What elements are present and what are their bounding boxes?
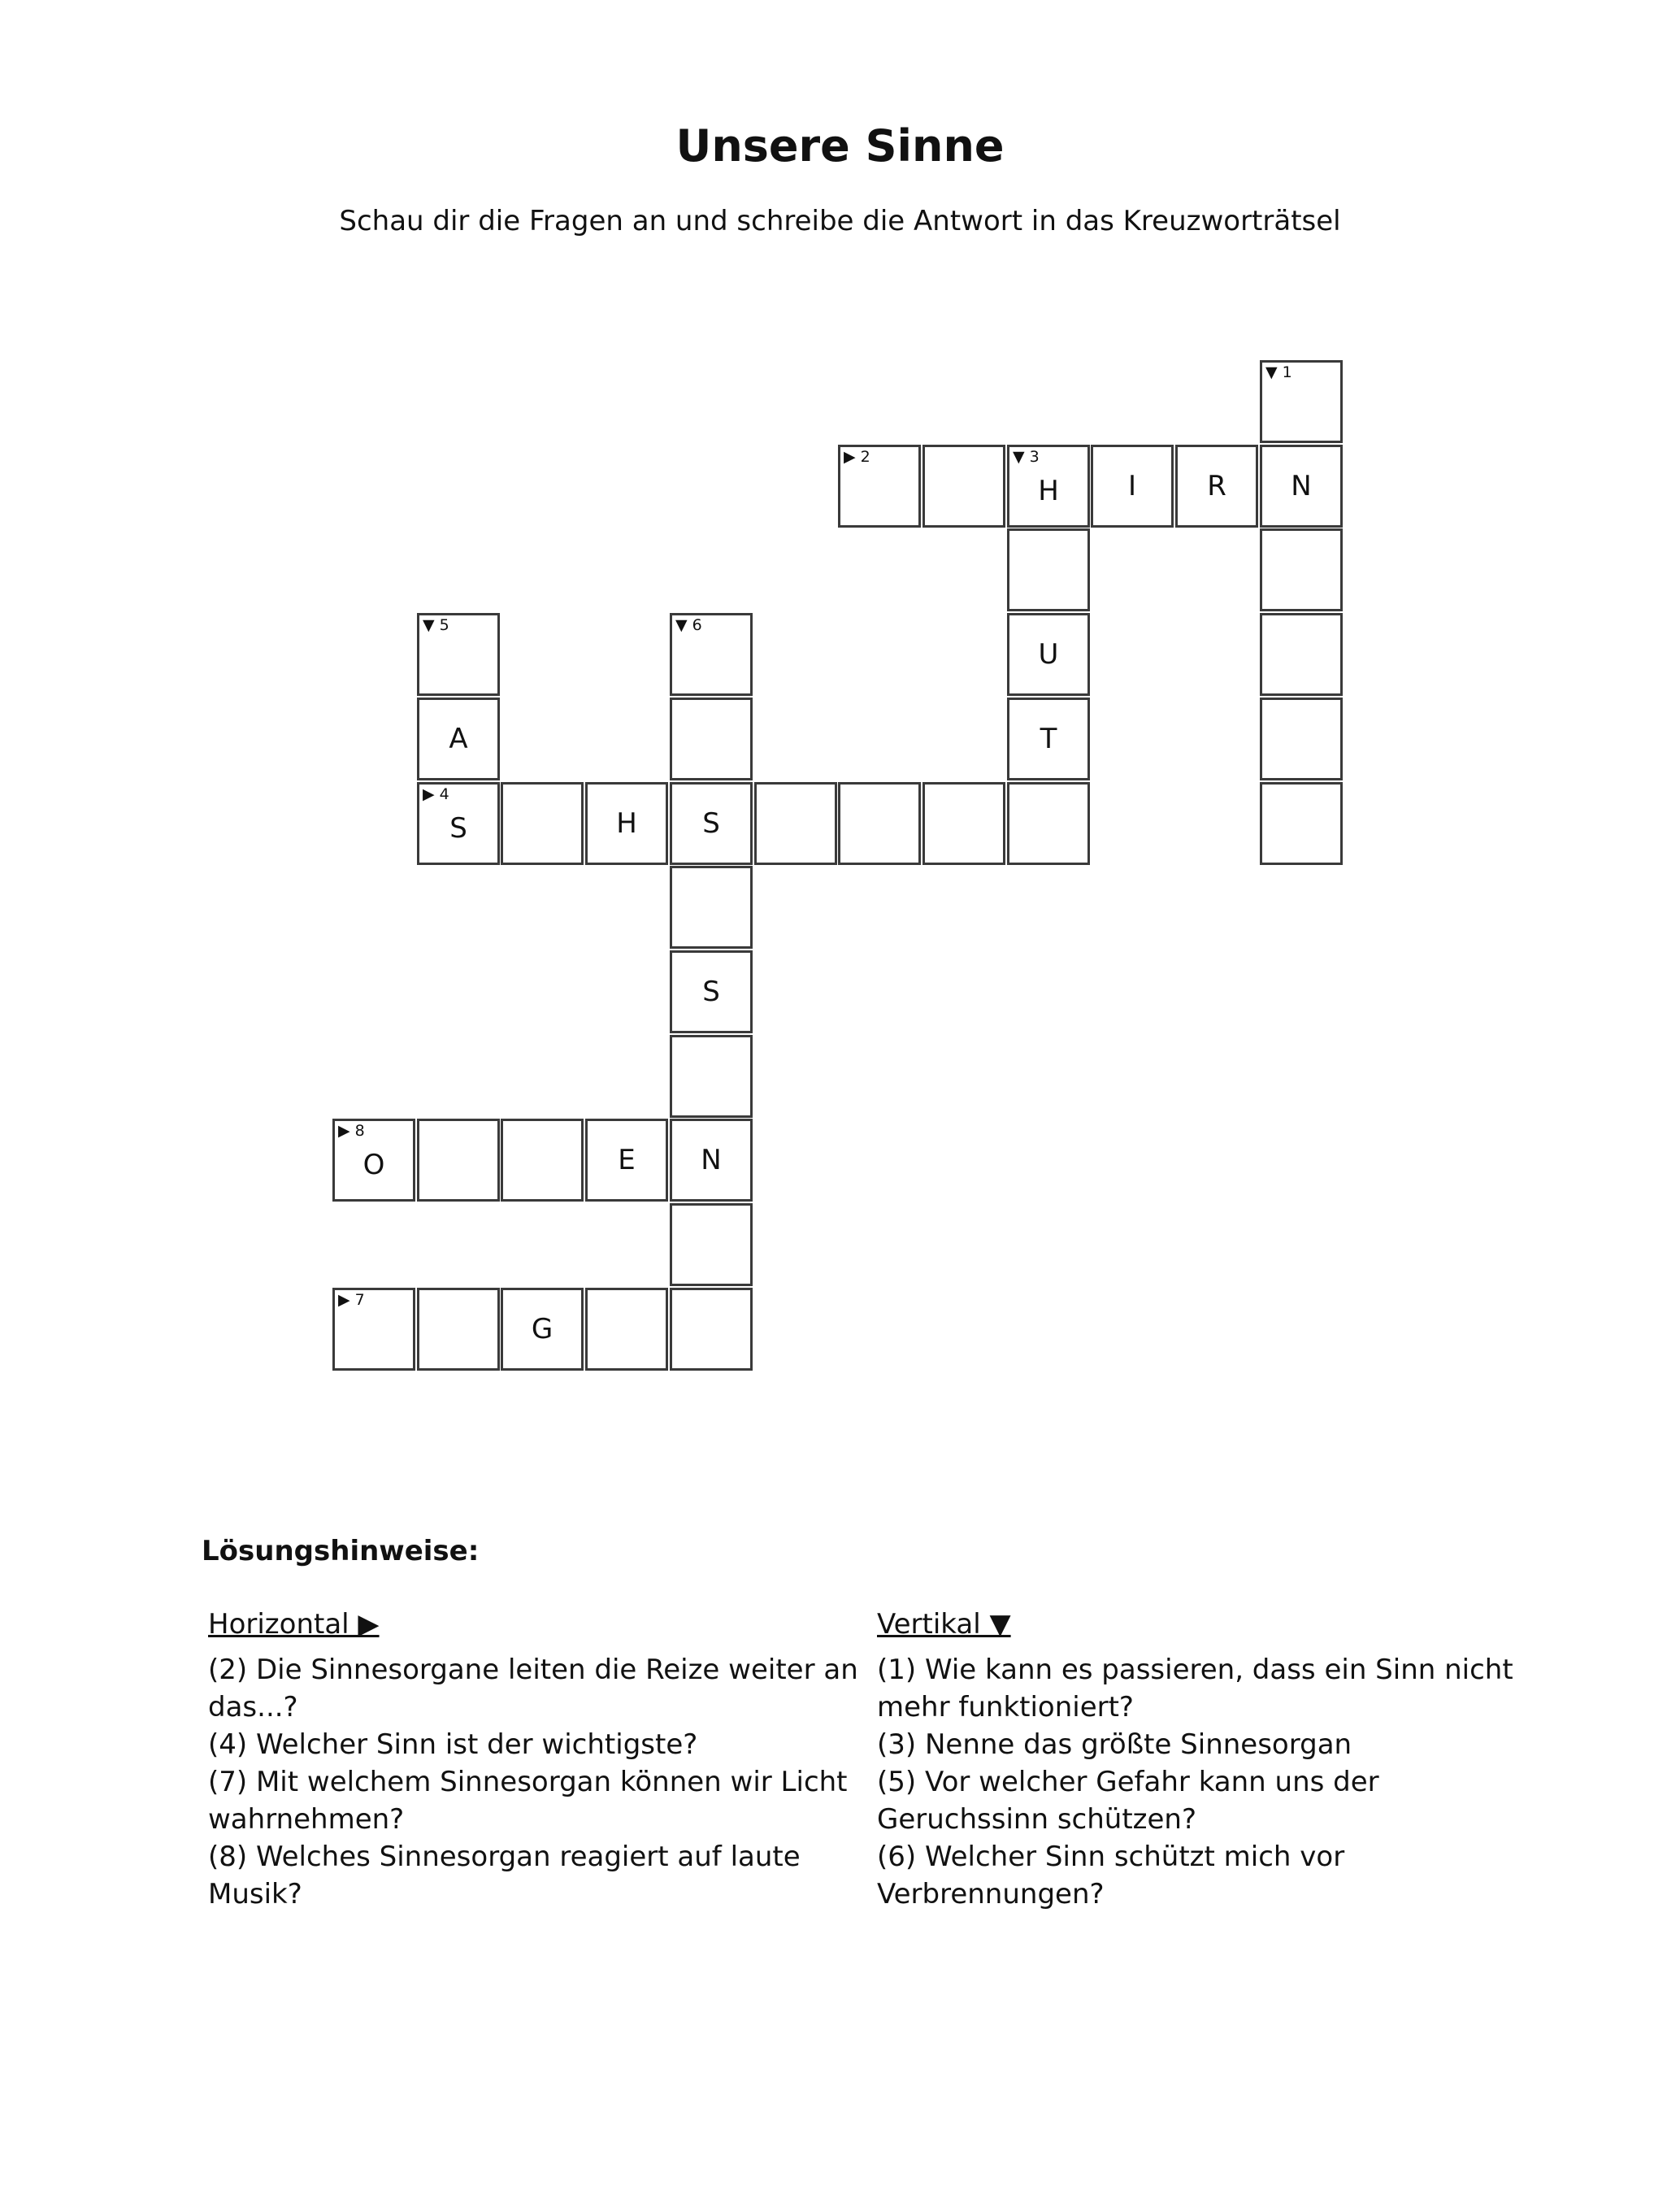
cell-letter: S bbox=[449, 811, 467, 845]
crossword-cell[interactable] bbox=[417, 613, 500, 696]
crossword-cell[interactable] bbox=[1007, 698, 1090, 780]
crossword-cell[interactable] bbox=[670, 782, 753, 865]
crossword-cell[interactable] bbox=[417, 1119, 500, 1202]
crossword-cell[interactable] bbox=[1007, 613, 1090, 696]
cell-letter: N bbox=[701, 1144, 722, 1176]
cell-letter: I bbox=[1127, 470, 1137, 502]
clue-horizontal-2: (2) Die Sinnesorgane leiten die Reize weiter an das...? bbox=[208, 1654, 858, 1723]
crossword-cell[interactable] bbox=[585, 1288, 668, 1371]
crossword-cell[interactable] bbox=[585, 1119, 668, 1202]
clue-vertical-1: (1) Wie kann es passieren, dass ein Sinn nicht mehr funktioniert? bbox=[877, 1654, 1513, 1723]
cell-letter: G bbox=[531, 1313, 553, 1345]
crossword-cell[interactable] bbox=[670, 866, 753, 949]
crossword-cell[interactable] bbox=[501, 782, 584, 865]
crossword-cell[interactable] bbox=[417, 1288, 500, 1371]
cell-letter: T bbox=[1040, 723, 1057, 755]
crossword-cell[interactable] bbox=[1260, 613, 1343, 696]
crossword-cell[interactable] bbox=[1091, 445, 1174, 528]
crossword-cell[interactable] bbox=[417, 698, 500, 780]
crossword-cell[interactable] bbox=[670, 950, 753, 1033]
clue-number-marker: ▼ 6 bbox=[675, 616, 702, 634]
crossword-cell[interactable] bbox=[670, 698, 753, 780]
crossword-cell[interactable] bbox=[501, 1288, 584, 1371]
crossword-cell[interactable] bbox=[332, 1288, 415, 1371]
cell-letter: S bbox=[702, 976, 720, 1008]
crossword-cell[interactable] bbox=[1260, 782, 1343, 865]
cell-letter: E bbox=[618, 1144, 636, 1176]
clue-number-marker: ▼ 3 bbox=[1013, 448, 1040, 466]
hints-title: Lösungshinweise: bbox=[202, 1535, 480, 1567]
clue-vertical-5: (5) Vor welcher Gefahr kann uns der Geruchssinn schützen? bbox=[877, 1766, 1379, 1836]
crossword-cell[interactable] bbox=[754, 782, 837, 865]
vertical-clues bbox=[877, 1606, 1552, 1913]
clue-number-marker: ▼ 5 bbox=[423, 616, 449, 634]
clue-number-marker: ▶ 4 bbox=[423, 785, 449, 803]
crossword-cell[interactable] bbox=[670, 613, 753, 696]
crossword-cell[interactable] bbox=[1007, 445, 1090, 528]
horizontal-heading: Horizontal ▶ bbox=[208, 1608, 380, 1641]
crossword-cell[interactable] bbox=[1007, 782, 1090, 865]
crossword-cell[interactable] bbox=[1175, 445, 1258, 528]
crossword-cell[interactable] bbox=[670, 1119, 753, 1202]
crossword-cell[interactable] bbox=[838, 782, 921, 865]
clue-number-marker: ▼ 1 bbox=[1265, 363, 1292, 381]
crossword-cell[interactable] bbox=[838, 445, 921, 528]
cell-letter: U bbox=[1038, 638, 1059, 671]
clue-horizontal-7: (7) Mit welchem Sinnesorgan können wir Licht wahrnehmen? bbox=[208, 1766, 848, 1836]
cell-letter: A bbox=[449, 723, 468, 755]
clue-horizontal-8: (8) Welches Sinnesorgan reagiert auf laute Musik? bbox=[208, 1841, 801, 1910]
crossword-cell[interactable] bbox=[1260, 445, 1343, 528]
cell-letter: R bbox=[1207, 470, 1226, 502]
clue-vertical-3: (3) Nenne das größte Sinnesorgan bbox=[877, 1728, 1352, 1761]
crossword-cell[interactable] bbox=[501, 1119, 584, 1202]
page-title: Unsere Sinne bbox=[675, 120, 1005, 172]
clue-horizontal-4: (4) Welcher Sinn ist der wichtigste? bbox=[208, 1728, 698, 1761]
crossword-cell[interactable] bbox=[670, 1288, 753, 1371]
clue-vertical-6: (6) Welcher Sinn schützt mich vor Verbrennungen? bbox=[877, 1841, 1345, 1910]
clue-number-marker: ▶ 2 bbox=[844, 448, 870, 466]
clue-number-marker: ▶ 8 bbox=[338, 1122, 365, 1140]
crossword-cell[interactable] bbox=[922, 782, 1005, 865]
cell-letter: H bbox=[1038, 474, 1059, 507]
crossword-cell[interactable] bbox=[1260, 698, 1343, 780]
crossword-cell[interactable] bbox=[1260, 528, 1343, 611]
cell-letter: N bbox=[1291, 470, 1312, 502]
crossword-cell[interactable] bbox=[332, 1119, 415, 1202]
vertical-heading: Vertikal ▼ bbox=[877, 1608, 1011, 1641]
crossword-cell[interactable] bbox=[585, 782, 668, 865]
crossword-cell[interactable] bbox=[670, 1035, 753, 1118]
crossword-cell[interactable] bbox=[1260, 360, 1343, 443]
clue-number-marker: ▶ 7 bbox=[338, 1291, 365, 1309]
horizontal-clues bbox=[208, 1606, 883, 1913]
cell-letter: O bbox=[362, 1148, 385, 1181]
crossword-cell[interactable] bbox=[670, 1203, 753, 1286]
crossword-cell[interactable] bbox=[922, 445, 1005, 528]
crossword-cell[interactable] bbox=[417, 782, 500, 865]
crossword-cell[interactable] bbox=[1007, 528, 1090, 611]
cell-letter: H bbox=[616, 807, 637, 840]
cell-letter: S bbox=[702, 807, 720, 840]
page-subtitle: Schau dir die Fragen an und schreibe die Antwort in das Kreuzworträtsel bbox=[339, 205, 1341, 237]
